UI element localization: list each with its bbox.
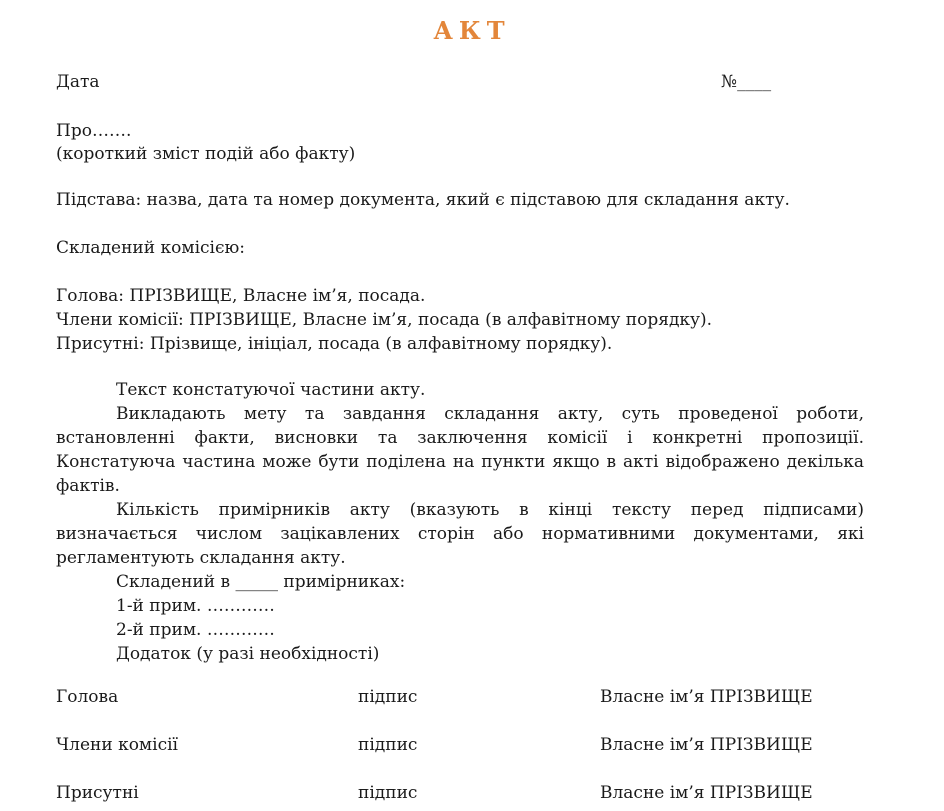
signature-role: Члени комісії [56,735,178,755]
copy-2-line: 2-й прим. ………… [116,620,275,640]
signature-sign: підпис [358,735,418,755]
appendix-line: Додаток (у разі необхідності) [116,644,380,664]
signature-sign: підпис [358,687,418,707]
commission-head: Голова: ПРІЗВИЩЕ, Власне ім’я, посада. [56,286,426,306]
copy-1-line: 1-й прим. ………… [116,596,275,616]
subject-description: (короткий зміст подій або факту) [56,144,356,164]
signature-row-present [56,781,916,805]
signature-row-head [56,685,916,709]
signature-name: Власне ім’я ПРІЗВИЩЕ [600,687,813,707]
signature-row-members [56,733,916,757]
body-paragraph-1: Текст констатуючої частини акту. [116,380,426,400]
commission-heading: Складений комісією: [56,238,246,258]
date-label: Дата [56,72,100,92]
signature-name: Власне ім’я ПРІЗВИЩЕ [600,783,813,803]
body-paragraph-2: Викладають мету та завдання складання акту, суть проведеної роботи, встановленні факти, висновки та заключення комісії і конкретні пропозиції. Констатуюча частина може бути поділена на пункти якщо в акті відображено декілька фактів. [56,404,864,496]
document-title: АКТ [433,16,511,45]
basis-text: Підстава: назва, дата та номер документа, який є підставою для складання акту. [56,190,790,210]
subject-line: Про……. [56,121,132,141]
signature-role: Присутні [56,783,139,803]
signature-sign: підпис [358,783,418,803]
commission-present: Присутні: Прізвище, ініціал, посада (в алфавітному порядку). [56,334,613,354]
number-label: №____ [721,72,772,92]
body-paragraph-3: Кількість примірників акту (вказують в кінці тексту перед підписами) визначається числом зацікавлених сторін або нормативними документами, які регламентують складання акту. [56,500,864,568]
signature-name: Власне ім’я ПРІЗВИЩЕ [600,735,813,755]
copies-line: Складений в _____ примірниках: [116,572,406,592]
signature-role: Голова [56,687,119,707]
commission-members: Члени комісії: ПРІЗВИЩЕ, Власне ім’я, посада (в алфавітному порядку). [56,310,713,330]
